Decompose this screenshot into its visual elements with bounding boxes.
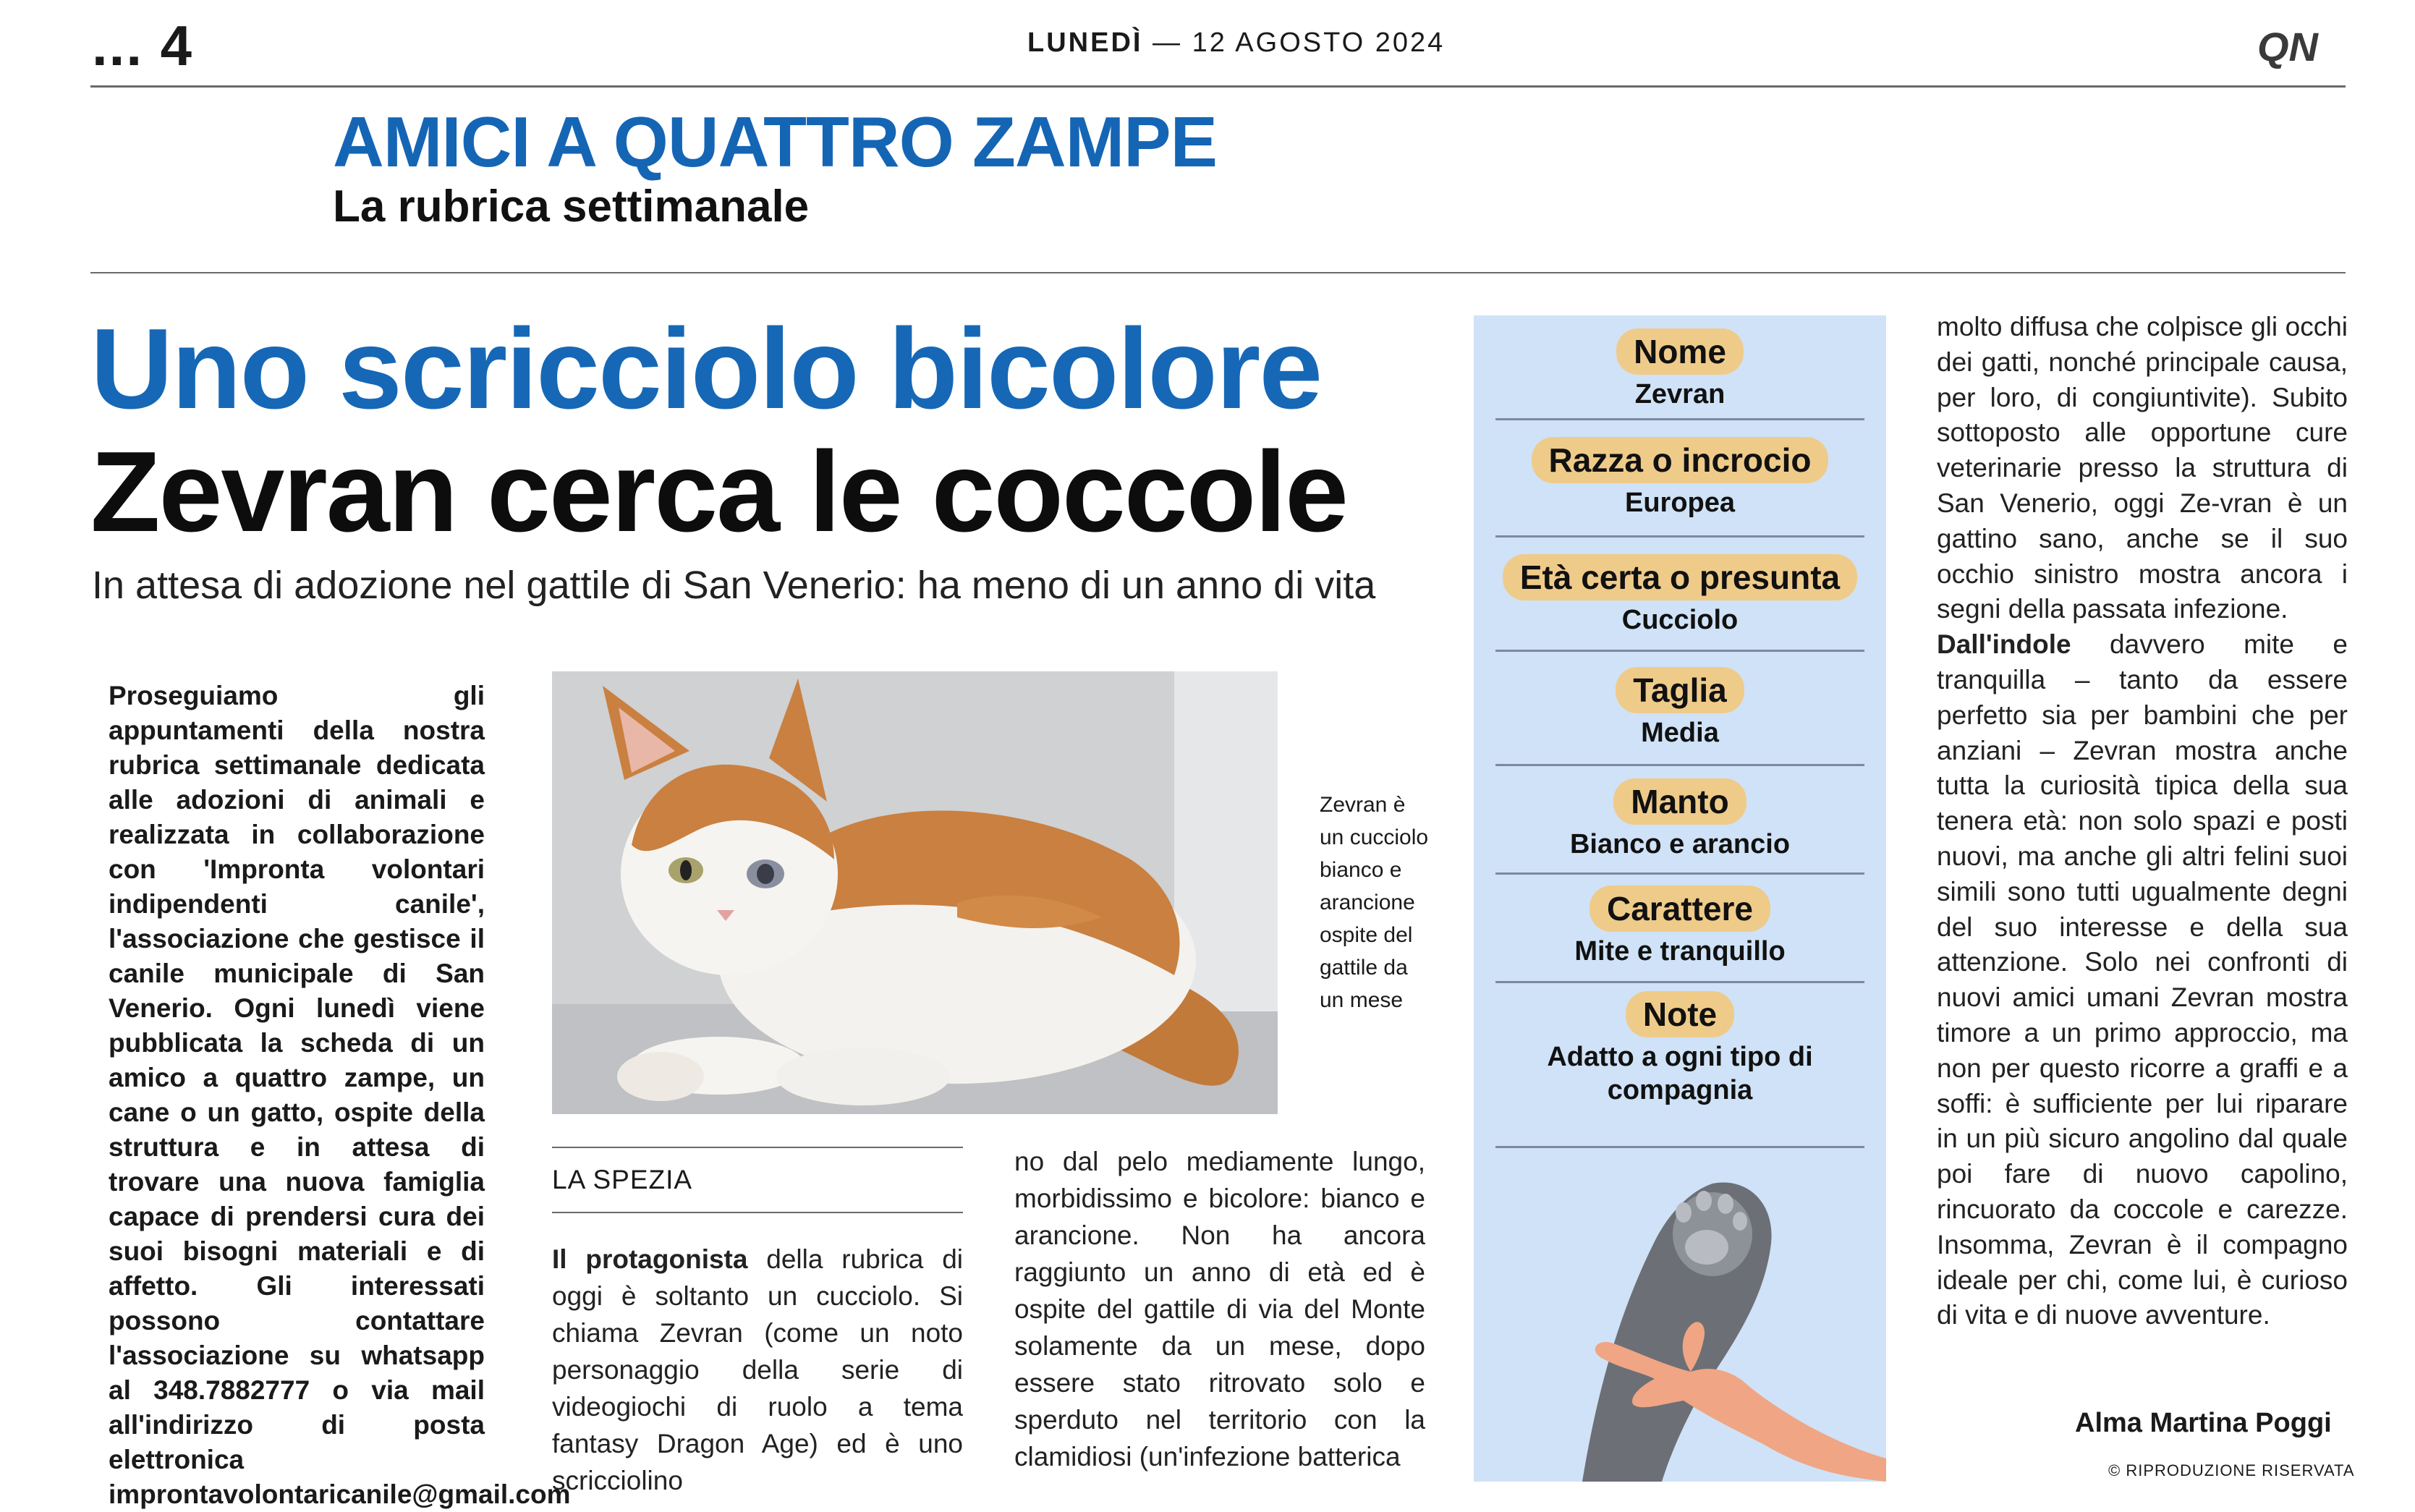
info-value: Mite e tranquillo <box>1574 936 1786 967</box>
info-divider <box>1495 418 1864 420</box>
pet-info-box <box>1474 315 1886 1482</box>
date-day: LUNEDÌ <box>1027 27 1143 58</box>
cat-photo <box>552 671 1278 1114</box>
info-value: Cucciolo <box>1621 605 1739 635</box>
info-value: Europea <box>1624 488 1736 518</box>
info-label: Manto <box>1613 778 1746 825</box>
body-column-3 <box>1937 310 2348 1333</box>
section-rule <box>90 272 2346 273</box>
col3-text-b: davvero mite e tranquilla – tanto da essere perfetto sia per bambini che per anziani – Zevran mostra anche tutta la curiosità tipica della sua tenera età: non solo spazi e posti nuovi, ma anche gli altri felini suoi simili sono tutti ugualmente degni del suo interesse e della sua attenzione. Solo nei confronti di nuovi amici umani Zevran mostra timore a un primo approccio, ma non per questo ricorre a graffi e a soffi: è sufficiente per lui riparare in un più sicuro angolino dal quale poi fare di nuovo capolino, rincuorato da coccole e carezze. Insomma, Zevran è il compagno ideale per chi, come lui, è curioso di vita e di nuove avventure. <box>1937 629 2348 1330</box>
info-divider <box>1495 981 1864 983</box>
info-label: Carattere <box>1590 885 1770 932</box>
info-item-razza <box>1495 437 1864 519</box>
col1-lead: Il protagonista <box>552 1244 748 1274</box>
headline-black: Zevran cerca le coccole <box>90 428 1347 556</box>
info-label: Taglia <box>1616 667 1744 713</box>
section-title: AMICI A QUATTRO ZAMPE <box>333 102 1218 182</box>
col1-text: della rubrica di oggi è soltanto un cucciolo. Si chiama Zevran (come un noto personaggio della serie di videogiochi di ruolo a tema fantasy Dragon Age) ed è uno scricciolino <box>552 1244 963 1495</box>
photo-caption: Zevran è un cucciolo bianco e arancione ospite del gattile da un mese <box>1320 793 1429 1012</box>
info-item-nome <box>1495 328 1864 411</box>
dateline-rule-bottom <box>552 1212 963 1213</box>
info-value: Bianco e arancio <box>1569 829 1791 859</box>
info-value: Zevran <box>1634 379 1726 409</box>
info-value: Adatto a ogni tipo di compagnia <box>1547 1042 1813 1105</box>
body-column-2: no dal pelo mediamente lungo, morbidissimo e bicolore: bianco e arancione. Non ha ancora raggiunto un anno di età ed è ospite del gattile di via del Monte solamente da un mese, dopo essere stato ritrovato solo e sperduto nel territorio con la clamidiosi (un'infezione batterica <box>1014 1147 1425 1471</box>
info-divider <box>1495 535 1864 538</box>
info-divider <box>1495 872 1864 875</box>
paw-hand-illustration <box>1474 1155 1886 1482</box>
info-label: Nome <box>1616 328 1744 375</box>
info-divider <box>1495 650 1864 652</box>
section-subtitle: La rubrica settimanale <box>333 182 810 232</box>
intro-text: Proseguiamo gli appuntamenti della nostra rubrica settimanale dedicata alle adozioni di animali e realizzata in collaborazione con 'Impronta volontari indipendenti canile', l'associazione che gestisce il canile municipale di San Venerio. Ogni lunedì viene pubblicata la scheda di un amico a quattro zampe, un cane o un gatto, ospite della struttura e in attesa di trovare una nuova famiglia capace di prendersi cura dei suoi bisogni materiali e di affetto. Gli interessati possono contattare l'associazione su whatsapp al 348.7882777 o via mail all'indirizzo di posta elettronica improntavolontaricanile@gmail.com <box>109 681 571 1509</box>
dateline-rule-top <box>552 1147 963 1148</box>
info-item-manto <box>1495 778 1864 861</box>
info-divider <box>1495 1146 1864 1148</box>
author-name: Alma Martina Poggi <box>2075 1408 2332 1438</box>
issue-date <box>1027 27 1445 59</box>
cat-illustration <box>552 671 1278 1114</box>
info-label: Razza o incrocio <box>1532 437 1829 483</box>
col3-lead: Dall'indole <box>1937 629 2071 660</box>
page-number: ... 4 <box>92 14 194 77</box>
info-item-note <box>1495 991 1864 1107</box>
subheadline: In attesa di adozione nel gattile di San Venerio: ha meno di un anno di vita <box>92 564 1376 607</box>
col3-text-a: molto diffusa che colpisce gli occhi dei gatti, nonché principale causa, per loro, di congiuntivite). Subito sottoposto alle opportune cure veterinarie presso la struttura di San Venerio, oggi Ze-vran è un gattino sano, anche se il suo occhio sinistro mostra ancora i segni della passata infezione. <box>1937 312 2348 624</box>
info-label: Età certa o presunta <box>1503 554 1857 600</box>
body-column-1 <box>552 1241 963 1499</box>
headline-blue: Uno scricciolo bicolore <box>90 305 1322 433</box>
info-divider <box>1495 764 1864 766</box>
info-item-eta <box>1495 554 1864 637</box>
header-rule <box>90 85 2346 88</box>
info-label: Note <box>1626 991 1734 1037</box>
qn-logo <box>2256 25 2346 69</box>
qn-logo-text: QN <box>2257 25 2318 69</box>
date-rest: — 12 AGOSTO 2024 <box>1153 27 1446 58</box>
rights-notice: © RIPRODUZIONE RISERVATA <box>2108 1461 2355 1479</box>
info-value: Media <box>1641 718 1719 748</box>
info-item-carattere <box>1495 885 1864 968</box>
dateline: LA SPEZIA <box>552 1165 693 1194</box>
info-item-taglia <box>1495 667 1864 749</box>
